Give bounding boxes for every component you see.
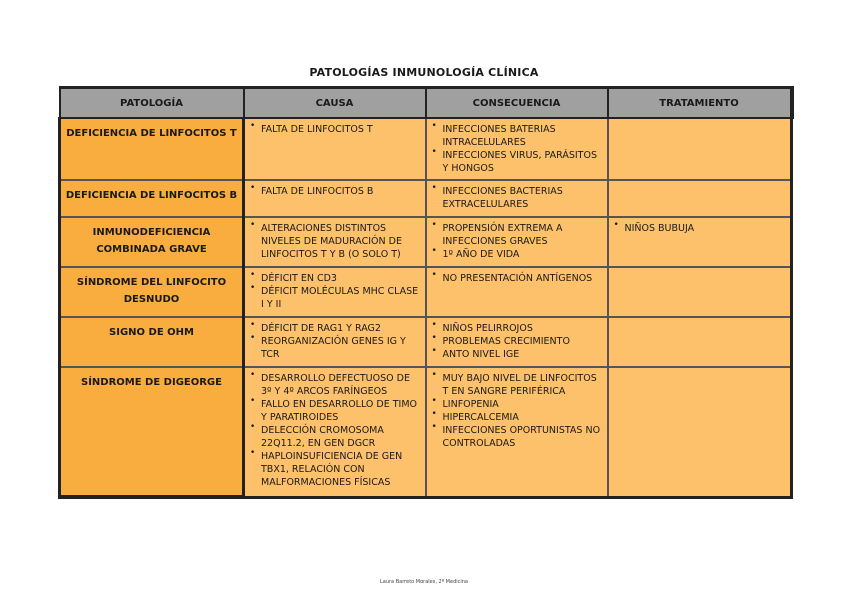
consecuencia-bullet-list: [431, 322, 603, 361]
header-causa: CAUSA: [244, 88, 426, 119]
cell-consecuencia: [426, 317, 608, 367]
cell-causa: [244, 267, 426, 317]
cell-causa: [244, 317, 426, 367]
causa-bullet-item: • REORGANIZACIÓN GENES IG Y TCR: [249, 335, 421, 361]
causa-bullet-item: • FALTA DE LINFOCITOS B: [249, 185, 421, 198]
cell-consecuencia: [426, 217, 608, 267]
causa-bullet-list: [249, 185, 421, 198]
table-row: [60, 118, 792, 180]
cell-patologia: DEFICIENCIA DE LINFOCITOS B: [60, 180, 244, 217]
causa-bullet-item: • FALLO EN DESARROLLO DE TIMO Y PARATIROIDES: [249, 398, 421, 424]
consecuencia-bullet-list: [431, 272, 603, 285]
footer-author: Laura Barreto Morales, 2º Medicina: [379, 579, 468, 585]
header-patologia: PATOLOGÍA: [60, 88, 244, 119]
cell-consecuencia: [426, 367, 608, 497]
cell-consecuencia: [426, 118, 608, 180]
causa-bullet-item: • DÉFICIT MOLÉCULAS MHC CLASE I Y II: [249, 285, 421, 311]
causa-bullet-list: [249, 222, 421, 261]
causa-bullet-list: [249, 372, 421, 489]
consecuencia-bullet-item: • INFECCIONES BACTERIAS EXTRACELULARES: [431, 185, 603, 211]
cell-patologia: SÍNDROME DE DIGEORGE: [60, 367, 244, 497]
document-title: PATOLOGÍAS INMUNOLOGÍA CLÍNICA: [309, 66, 539, 79]
causa-bullet-item: • DÉFICIT DE RAG1 Y RAG2: [249, 322, 421, 335]
table-row: [60, 267, 792, 317]
causa-bullet-item: • FALTA DE LINFOCITOS T: [249, 123, 421, 136]
cell-tratamiento: [608, 217, 792, 267]
table-header-row: [60, 88, 792, 119]
table-row: [60, 217, 792, 267]
tratamiento-bullet-item: • NIÑOS BUBUJA: [613, 222, 787, 235]
pathologies-table: [58, 86, 794, 499]
causa-bullet-item: • ALTERACIONES DISTINTOS NIVELES DE MADURACIÓN DE LINFOCITOS T Y B (O SOLO T): [249, 222, 421, 261]
cell-patologia: SIGNO DE OHM: [60, 317, 244, 367]
causa-bullet-list: [249, 322, 421, 361]
table-body: [60, 118, 792, 497]
consecuencia-bullet-item: • INFECCIONES BATERIAS INTRACELULARES: [431, 123, 603, 149]
causa-bullet-item: • DELECCIÓN CROMOSOMA 22Q11.2, EN GEN DGCR: [249, 424, 421, 450]
cell-tratamiento: [608, 267, 792, 317]
consecuencia-bullet-list: [431, 185, 603, 211]
consecuencia-bullet-item: • INFECCIONES VIRUS, PARÁSITOS Y HONGOS: [431, 149, 603, 175]
table-row: [60, 367, 792, 497]
causa-bullet-item: • DESARROLLO DEFECTUOSO DE 3º Y 4º ARCOS FARÍNGEOS: [249, 372, 421, 398]
consecuencia-bullet-item: • NIÑOS PELIRROJOS: [431, 322, 603, 335]
consecuencia-bullet-item: • 1º AÑO DE VIDA: [431, 248, 603, 261]
tratamiento-bullet-list: [613, 222, 787, 235]
causa-bullet-item: • DÉFICIT EN CD3: [249, 272, 421, 285]
causa-bullet-item: • HAPLOINSUFICIENCIA DE GEN TBX1, RELACIÓN CON MALFORMACIONES FÍSICAS: [249, 450, 421, 489]
causa-bullet-list: [249, 123, 421, 136]
consecuencia-bullet-list: [431, 372, 603, 450]
cell-tratamiento: [608, 317, 792, 367]
cell-causa: [244, 367, 426, 497]
consecuencia-bullet-item: • PROBLEMAS CRECIMIENTO: [431, 335, 603, 348]
cell-consecuencia: [426, 267, 608, 317]
cell-consecuencia: [426, 180, 608, 217]
consecuencia-bullet-item: • HIPERCALCEMIA: [431, 411, 603, 424]
cell-causa: [244, 180, 426, 217]
cell-patologia: INMUNODEFICIENCIA COMBINADA GRAVE: [60, 217, 244, 267]
causa-bullet-list: [249, 272, 421, 311]
consecuencia-bullet-item: • LINFOPENIA: [431, 398, 603, 411]
header-tratamiento: TRATAMIENTO: [608, 88, 792, 119]
consecuencia-bullet-list: [431, 222, 603, 261]
consecuencia-bullet-item: • INFECCIONES OPORTUNISTAS NO CONTROLADAS: [431, 424, 603, 450]
cell-causa: [244, 217, 426, 267]
header-consecuencia: CONSECUENCIA: [426, 88, 608, 119]
consecuencia-bullet-list: [431, 123, 603, 175]
table-row: [60, 180, 792, 217]
table-row: [60, 317, 792, 367]
cell-tratamiento: [608, 118, 792, 180]
cell-tratamiento: [608, 180, 792, 217]
consecuencia-bullet-item: • MUY BAJO NIVEL DE LINFOCITOS T EN SANGRE PERIFÉRICA: [431, 372, 603, 398]
cell-tratamiento: [608, 367, 792, 497]
cell-patologia: SÍNDROME DEL LINFOCITO DESNUDO: [60, 267, 244, 317]
consecuencia-bullet-item: • ANTO NIVEL IGE: [431, 348, 603, 361]
cell-patologia: DEFICIENCIA DE LINFOCITOS T: [60, 118, 244, 180]
cell-causa: [244, 118, 426, 180]
consecuencia-bullet-item: • NO PRESENTACIÓN ANTÍGENOS: [431, 272, 603, 285]
consecuencia-bullet-item: • PROPENSIÓN EXTREMA A INFECCIONES GRAVES: [431, 222, 603, 248]
